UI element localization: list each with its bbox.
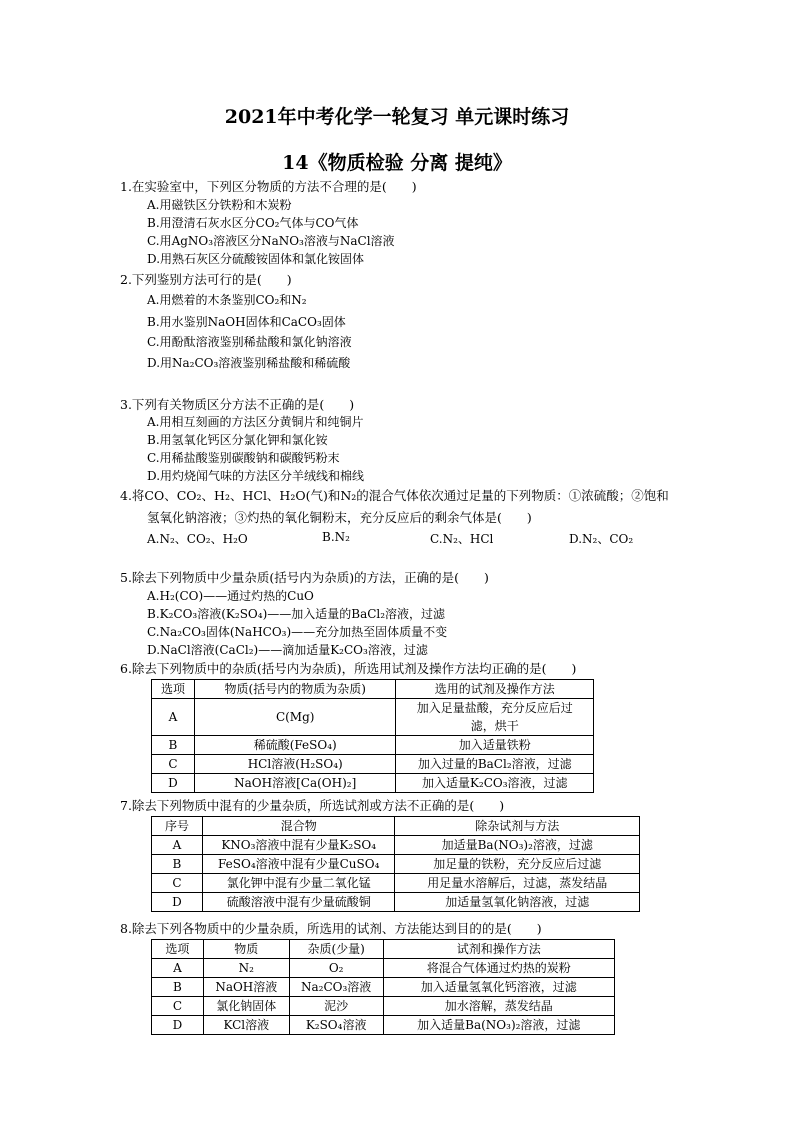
table-row — [152, 736, 594, 755]
table-cell: 硫酸溶液中混有少量硫酸铜 — [202, 893, 395, 912]
table-cell: FeSO₄溶液中混有少量CuSO₄ — [202, 855, 395, 874]
table-cell: C — [152, 997, 204, 1016]
question-4-option-c: C.N₂、HCl — [430, 532, 494, 546]
table-cell: HCl溶液(H₂SO₄) — [194, 755, 396, 774]
table-cell: B — [152, 855, 203, 874]
question-5-option-a: A.H₂(CO)——通过灼热的CuO — [147, 589, 314, 603]
table-row — [152, 774, 594, 793]
table-cell: O₂ — [289, 959, 383, 978]
table-row — [152, 836, 640, 855]
table-cell: D — [152, 893, 203, 912]
table-cell: 加入适量氢氧化钙溶液，过滤 — [383, 978, 614, 997]
table-cell: 泥沙 — [289, 997, 383, 1016]
table-cell: C — [152, 874, 203, 893]
table-cell-line: 加入足量盐酸，充分反应后过 — [416, 701, 573, 715]
table-cell: B — [152, 978, 204, 997]
table-header-row — [152, 680, 594, 699]
question-1-stem: 1.在实验室中，下列区分物质的方法不合理的是( ) — [120, 179, 417, 194]
table-header: 序号 — [152, 817, 203, 836]
question-3-option-d: D.用灼烧闻气味的方法区分羊绒线和棉线 — [147, 469, 365, 483]
question-8-table — [151, 939, 615, 1035]
question-3-option-a: A.用相互刻画的方法区分黄铜片和纯铜片 — [147, 415, 364, 429]
table-header-row — [152, 940, 615, 959]
question-2-option-b: B.用水鉴别NaOH固体和CaCO₃固体 — [147, 315, 346, 329]
question-1-option-c: C.用AgNO₃溶液区分NaNO₃溶液与NaCl溶液 — [147, 234, 395, 248]
table-cell: 加适量氢氧化钠溶液，过滤 — [395, 893, 640, 912]
table-row — [152, 855, 640, 874]
table-cell: 氯化钠固体 — [203, 997, 289, 1016]
table-header: 选项 — [152, 680, 195, 699]
question-3-option-b: B.用氢氧化钙区分氯化钾和氯化铵 — [147, 433, 328, 447]
table-header: 物质(括号内的物质为杂质) — [194, 680, 396, 699]
table-cell: 加入适量Ba(NO₃)₂溶液，过滤 — [383, 1016, 614, 1035]
table-header: 除杂试剂与方法 — [395, 817, 640, 836]
table-cell: K₂SO₄溶液 — [289, 1016, 383, 1035]
table-cell: NaOH溶液[Ca(OH)₂] — [194, 774, 396, 793]
table-cell: D — [152, 1016, 204, 1035]
table-header: 选项 — [152, 940, 204, 959]
question-8-stem: 8.除去下列各物质中的少量杂质，所选用的试剂、方法能达到目的的是( ) — [120, 921, 542, 936]
question-1-option-a: A.用磁铁区分铁粉和木炭粉 — [147, 198, 292, 212]
table-cell: N₂ — [203, 959, 289, 978]
question-7-table — [151, 816, 640, 912]
question-4-stem-line1: 4.将CO、CO₂、H₂、HCl、H₂O(气)和N₂的混合气体依次通过足量的下列物质：①浓硫酸；②饱和 — [120, 488, 669, 503]
table-header: 杂质(少量) — [289, 940, 383, 959]
table-cell: 加入适量铁粉 — [396, 736, 594, 755]
page-subtitle: 14《物质检验 分离 提纯》 — [282, 152, 512, 174]
table-header-row — [152, 817, 640, 836]
table-row — [152, 959, 615, 978]
question-6-stem: 6.除去下列物质中的杂质(括号内为杂质)，所选用试剂及操作方法均正确的是( ) — [120, 661, 577, 676]
table-cell: A — [152, 836, 203, 855]
question-4-option-b: B.N₂ — [322, 530, 350, 544]
table-cell: Na₂CO₃溶液 — [289, 978, 383, 997]
table-cell: 氯化钾中混有少量二氧化锰 — [202, 874, 395, 893]
question-2-option-d: D.用Na₂CO₃溶液鉴别稀盐酸和稀硫酸 — [147, 356, 351, 370]
table-cell: 加适量Ba(NO₃)₂溶液，过滤 — [395, 836, 640, 855]
table-header: 试剂和操作方法 — [383, 940, 614, 959]
table-header: 物质 — [203, 940, 289, 959]
table-row — [152, 893, 640, 912]
question-6-table — [151, 679, 594, 793]
table-cell-line: 滤，烘干 — [470, 719, 519, 733]
table-cell: 用足量水溶解后，过滤，蒸发结晶 — [395, 874, 640, 893]
table-cell: B — [152, 736, 195, 755]
table-row — [152, 699, 594, 736]
question-2-stem: 2.下列鉴别方法可行的是( ) — [120, 272, 292, 287]
table-cell: 加入过量的BaCl₂溶液，过滤 — [396, 755, 594, 774]
question-3-stem: 3.下列有关物质区分方法不正确的是( ) — [120, 397, 355, 412]
question-5-option-b: B.K₂CO₃溶液(K₂SO₄)——加入适量的BaCl₂溶液，过滤 — [147, 607, 446, 621]
table-header: 混合物 — [202, 817, 395, 836]
table-header: 选用的试剂及操作方法 — [396, 680, 594, 699]
question-4-option-d: D.N₂、CO₂ — [569, 532, 634, 546]
question-5-stem: 5.除去下列物质中少量杂质(括号内为杂质)的方法，正确的是( ) — [120, 570, 489, 585]
table-cell: C — [152, 755, 195, 774]
table-row — [152, 978, 615, 997]
table-cell: D — [152, 774, 195, 793]
table-cell: 加入适量K₂CO₃溶液，过滤 — [396, 774, 594, 793]
table-cell: A — [152, 699, 195, 736]
table-cell: 加水溶解，蒸发结晶 — [383, 997, 614, 1016]
table-cell: KCl溶液 — [203, 1016, 289, 1035]
table-cell: A — [152, 959, 204, 978]
table-cell: 加足量的铁粉，充分反应后过滤 — [395, 855, 640, 874]
question-5-option-c: C.Na₂CO₃固体(NaHCO₃)——充分加热至固体质量不变 — [147, 625, 448, 639]
table-cell: 将混合气体通过灼热的炭粉 — [383, 959, 614, 978]
table-row — [152, 755, 594, 774]
table-cell: C(Mg) — [194, 699, 396, 736]
question-3-option-c: C.用稀盐酸鉴别碳酸钠和碳酸钙粉末 — [147, 451, 340, 465]
table-cell: KNO₃溶液中混有少量K₂SO₄ — [202, 836, 395, 855]
table-row — [152, 1016, 615, 1035]
question-2-option-c: C.用酚酞溶液鉴别稀盐酸和氯化钠溶液 — [147, 335, 352, 349]
question-7-stem: 7.除去下列物质中混有的少量杂质，所选试剂或方法不正确的是( ) — [120, 798, 505, 813]
table-cell: 稀硫酸(FeSO₄) — [194, 736, 396, 755]
page-title: 2021年中考化学一轮复习 单元课时练习 — [224, 106, 570, 128]
question-5-option-d: D.NaCl溶液(CaCl₂)——滴加适量K₂CO₃溶液，过滤 — [147, 643, 428, 657]
question-2-option-a: A.用燃着的木条鉴别CO₂和N₂ — [147, 293, 307, 307]
table-cell — [396, 699, 594, 736]
question-4-stem-line2: 氢氧化钠溶液；③灼热的氧化铜粉末，充分反应后的剩余气体是( ) — [147, 510, 532, 525]
question-4-option-a: A.N₂、CO₂、H₂O — [147, 532, 248, 546]
question-1-option-b: B.用澄清石灰水区分CO₂气体与CO气体 — [147, 216, 359, 230]
table-row — [152, 874, 640, 893]
table-cell: NaOH溶液 — [203, 978, 289, 997]
question-1-option-d: D.用熟石灰区分硫酸铵固体和氯化铵固体 — [147, 252, 365, 266]
table-row — [152, 997, 615, 1016]
